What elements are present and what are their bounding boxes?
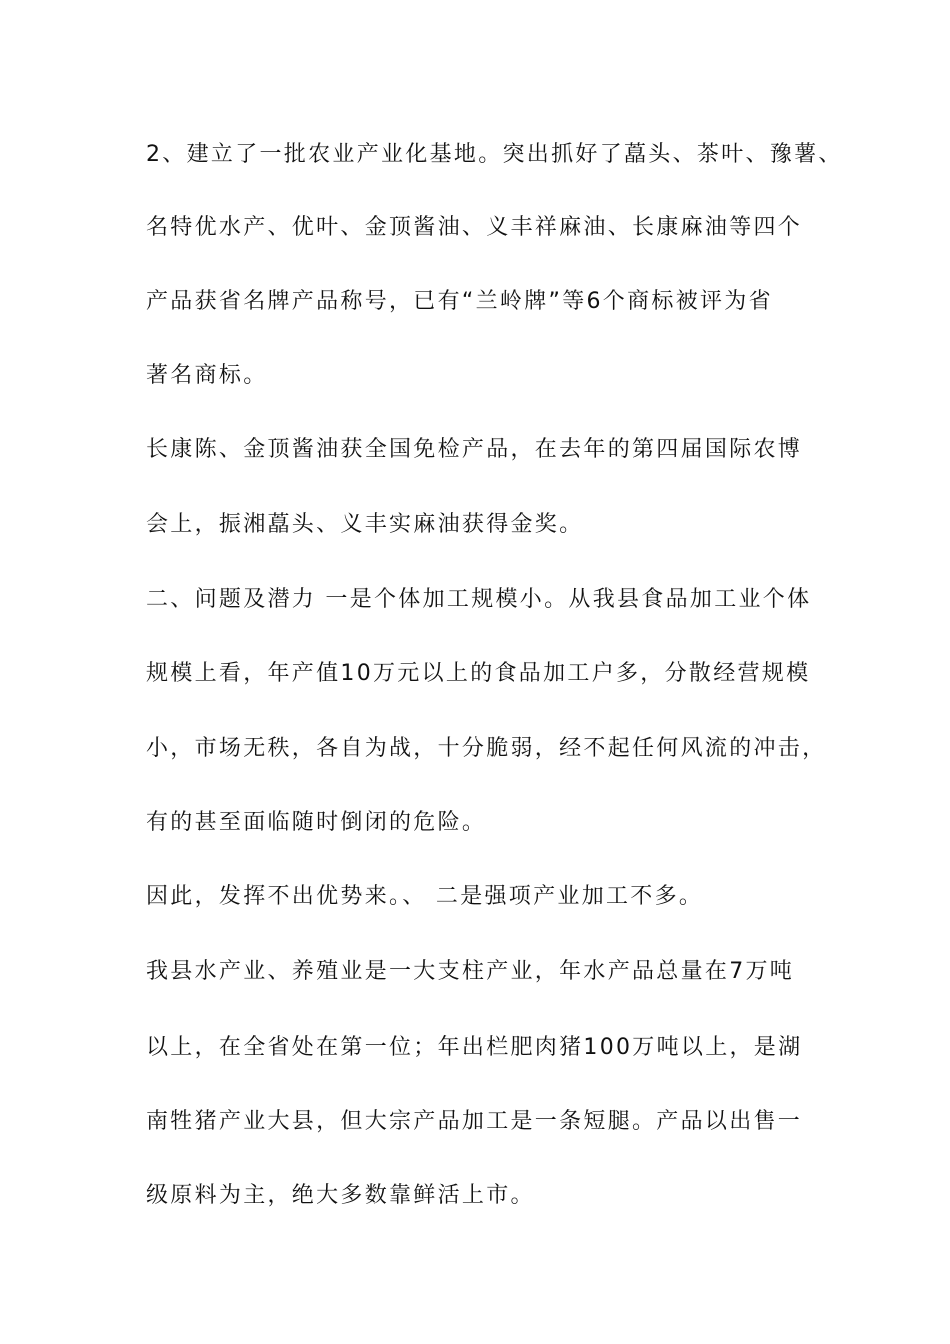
text-line: 南牲猪产业大县，但大宗产品加工是一条短腿。产品以出售一	[146, 1109, 803, 1134]
text-line: 有的甚至面临随时倒闭的危险。	[146, 810, 487, 835]
text-line: 我县水产业、养殖业是一大支柱产业，年水产品总量在7万吨	[146, 959, 795, 984]
text-line: 以上，在全省处在第一位；年出栏肥肉猪100万吨以上，是湖	[146, 1035, 803, 1060]
text-line: 2、建立了一批农业产业化基地。突出抓好了藠头、茶叶、豫薯、	[146, 142, 843, 167]
text-line: 因此，发挥不出优势来。、 二是强项产业加工不多。	[146, 884, 704, 909]
text-line: 小，市场无秩，各自为战，十分脆弱，经不起任何风流的冲击，	[146, 736, 827, 761]
text-line: 级原料为主，绝大多数靠鲜活上市。	[146, 1183, 535, 1208]
text-line: 产品获省名牌产品称号，已有“兰岭牌”等6个商标被评为省	[146, 289, 773, 314]
text-line: 著名商标。	[146, 363, 268, 388]
text-line: 规模上看，年产值10万元以上的食品加工户多，分散经营规模	[146, 661, 811, 686]
text-line: 长康陈、金顶酱油获全国免检产品，在去年的第四届国际农博	[146, 437, 803, 462]
text-line: 二、问题及潜力 一是个体加工规模小。从我县食品加工业个体	[146, 587, 812, 612]
text-line: 名特优水产、优叶、金顶酱油、义丰祥麻油、长康麻油等四个	[146, 215, 803, 240]
text-line: 会上，振湘藠头、义丰实麻油获得金奖。	[146, 512, 584, 537]
